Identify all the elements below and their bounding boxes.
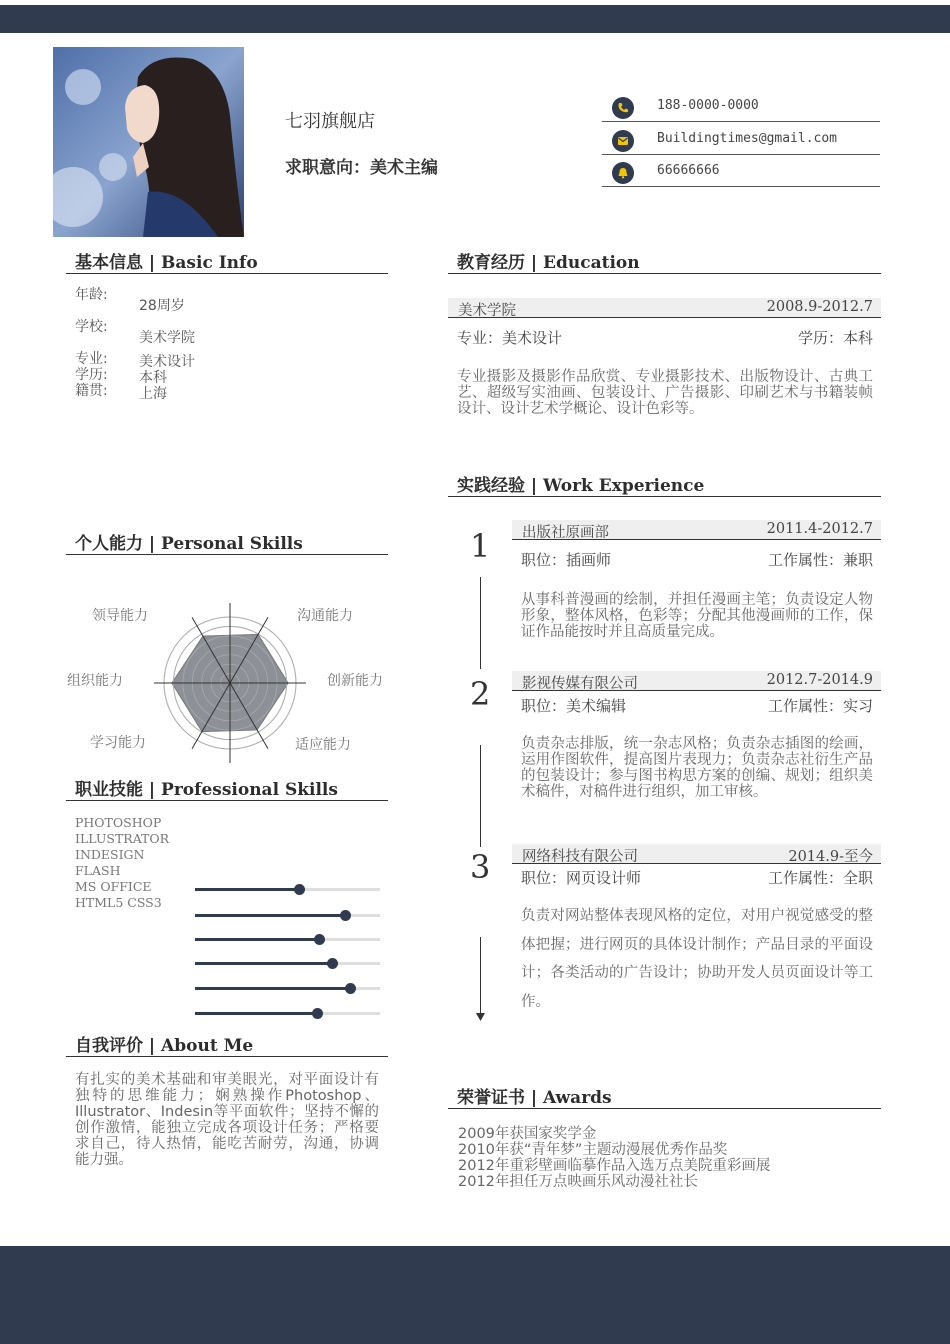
contact-qq[interactable] [602,157,880,187]
work-period: 2011.4-2012.7 [766,521,873,537]
professional-skills-title-en: Professional Skills [161,780,338,800]
bell-icon [612,162,634,184]
skill-label-communication: 沟通能力 [297,608,353,624]
basic-info-title-en: Basic Info [161,253,258,273]
phone-text: 188-0000-0000 [657,98,759,113]
education-major: 专业：美术设计 [457,329,563,347]
pro-skill-label: FLASH [75,863,121,878]
skill-bar-fill [195,888,299,891]
education-detail-row [457,327,873,347]
skill-bar-fill [195,1012,317,1015]
skill-bar-handle [294,884,305,895]
award-item: 2012年担任万点映画乐风动漫社社长 [458,1174,698,1190]
info-key-age: 年龄: [75,287,108,303]
education-description: 专业摄影及摄影作品欣赏、专业摄影技术、出版物设计、古典工艺、超级写实油画、包装设计、广告摄影、印刷艺术与书籍装帧设计、设计艺术学概论、设计色彩等。 [457,369,873,417]
professional-skills-title-cn: 职业技能 [75,780,143,800]
skill-label-innovation: 创新能力 [327,673,383,689]
info-value-major: 美术设计 [139,354,195,370]
mail-icon [612,130,634,152]
work-period: 2014.9-至今 [788,849,873,865]
about-me-title: 自我评价 | About Me [66,1031,388,1057]
education-period: 2008.9-2012.7 [766,299,873,315]
bottom-bar [0,1246,950,1344]
work-detail-row [521,867,873,887]
work-header-row [512,520,881,540]
info-key-major: 专业: [75,351,108,367]
personal-skills-title: 个人能力 | Personal Skills [66,529,388,555]
skill-bar-fill [195,938,319,941]
work-period: 2012.7-2014.9 [766,672,873,688]
work-header-row [512,671,881,691]
about-me-title-en: About Me [161,1036,254,1056]
skill-bar-fill [195,987,350,990]
skill-bar-fill [195,962,332,965]
education-title: 教育经历 | Education [448,248,881,274]
work-detail-row [521,695,873,715]
skill-label-learning: 学习能力 [90,735,146,751]
work-number: 2 [470,675,491,713]
timeline-arrow-icon [476,1013,485,1022]
work-type: 工作属性：实习 [767,697,873,715]
work-number: 1 [470,527,491,565]
awards-title-en: Awards [543,1088,612,1108]
work-description: 负责杂志排版，统一杂志风格；负责杂志插图的绘画，运用作图软件，提高图片表现力；负责杂志社衍生产品的包装设计；参与图书构思方案的创编、规划；组织美术稿件，对稿件进行组织，加工审核。 [521,736,873,800]
skill-bar-handle [345,983,356,994]
info-value-age: 28周岁 [139,298,185,314]
skill-bar-handle [327,958,338,969]
info-key-degree: 学历: [75,367,108,383]
pro-skill-label: PHOTOSHOP [75,815,162,830]
education-school: 美术学院 [458,303,516,319]
info-value-hometown: 上海 [139,386,167,402]
professional-skills-title: 职业技能 | Professional Skills [66,775,388,801]
skill-bar-track [195,888,380,891]
awards-title-cn: 荣誉证书 [457,1088,525,1108]
award-item: 2012年重彩壁画临摹作品入选万点美院重彩画展 [458,1158,771,1174]
work-role: 职位：美术编辑 [521,697,627,715]
work-experience-title-cn: 实践经验 [457,476,525,496]
skill-bar-fill [195,914,345,917]
qq-text: 66666666 [657,163,720,178]
contact-phone[interactable] [602,92,880,122]
radar-chart [140,598,320,768]
work-role: 职位：插画师 [521,551,612,569]
skill-bar-track [195,962,380,965]
candidate-name: 七羽旗舰店 [285,111,375,132]
pro-skill-label: ILLUSTRATOR [75,831,170,846]
skill-bar-handle [314,934,325,945]
skill-bar-track [195,938,380,941]
skill-bar-handle [340,910,351,921]
info-value-degree: 本科 [139,370,167,386]
basic-info-title-cn: 基本信息 [75,253,143,273]
work-experience-title: 实践经验 | Work Experience [448,471,881,497]
top-bar [0,5,950,33]
work-detail-row [521,549,873,569]
info-key-school: 学校: [75,319,108,335]
award-item: 2010年获“青年梦”主题动漫展优秀作品奖 [458,1142,728,1158]
education-title-en: Education [543,253,640,273]
pro-skill-label: MS OFFICE [75,879,152,894]
contact-email[interactable] [602,125,880,155]
timeline-line [480,745,481,847]
skill-bar-track [195,987,380,990]
about-me-title-cn: 自我评价 [75,1036,143,1056]
info-key-hometown: 籍贯: [75,383,108,399]
work-company: 网络科技有限公司 [522,849,638,865]
work-company: 出版社原画部 [522,525,609,541]
work-header-row [512,844,881,864]
work-number: 3 [470,848,491,886]
profile-photo [53,47,244,237]
skill-bar-track [195,914,380,917]
work-type: 工作属性：全职 [767,869,873,887]
education-title-cn: 教育经历 [457,253,525,273]
basic-info-title: 基本信息 | Basic Info [66,248,388,274]
about-me-text: 有扎实的美术基础和审美眼光，对平面设计有独特的思维能力；娴熟操作Photoshop、Illustrator、Indesin等平面软件；坚持不懈的创作激情，能独立完成各项设计任务；严格要求自己，待人热情，能吃苦耐劳，沟通，协调能力强。 [75,1072,379,1168]
phone-icon [612,97,634,119]
education-degree: 学历：本科 [797,329,873,347]
email-text: Buildingtimes@gmail.com [657,131,838,146]
pro-skill-label: INDESIGN [75,847,145,862]
award-item: 2009年获国家奖学金 [458,1126,597,1142]
work-role: 职位：网页设计师 [521,869,642,887]
skill-label-organization: 组织能力 [67,673,123,689]
skill-label-adaptability: 适应能力 [295,737,351,753]
work-experience-title-en: Work Experience [543,476,705,496]
timeline-line [480,577,481,669]
job-intent: 求职意向：美术主编 [285,158,438,178]
education-header-row [448,298,881,318]
pro-skill-label: HTML5 CSS3 [75,895,162,910]
info-value-school: 美术学院 [139,330,195,346]
work-type: 工作属性：兼职 [767,551,873,569]
skill-label-leadership: 领导能力 [92,608,148,624]
skill-bar-track [195,1012,380,1015]
work-description: 从事科普漫画的绘制，并担任漫画主笔；负责设定人物形象，整体风格，色彩等；分配其他漫画师的工作，保证作品能按时并且高质量完成。 [521,592,873,640]
personal-skills-title-en: Personal Skills [161,534,303,554]
skill-bar-handle [312,1008,323,1019]
awards-title: 荣誉证书 | Awards [448,1083,881,1109]
timeline-line [480,937,481,1017]
personal-skills-title-cn: 个人能力 [75,534,143,554]
work-description: 负责对网站整体表现风格的定位，对用户视觉感受的整体把握；进行网页的具体设计制作；产品目录的平面设计；各类活动的广告设计；协助开发人员页面设计等工作。 [521,908,873,1010]
work-company: 影视传媒有限公司 [522,676,638,692]
